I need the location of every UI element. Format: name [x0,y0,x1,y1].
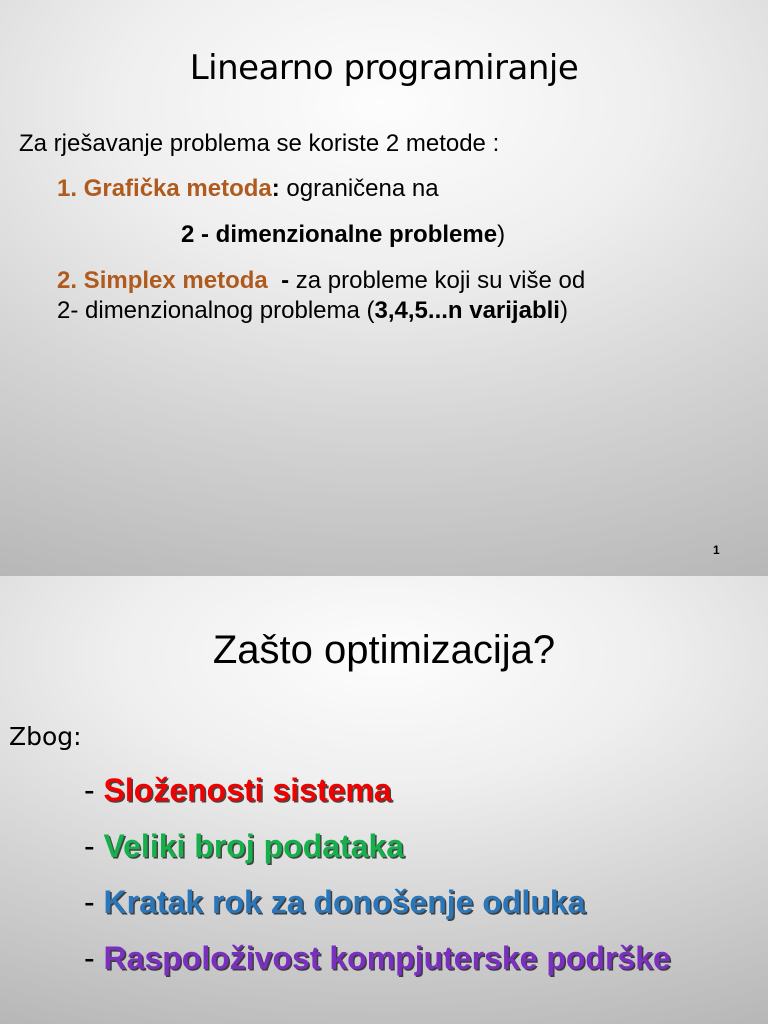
method-1-continuation [181,221,505,249]
bullet-item [84,828,404,865]
method-2-continuation [57,297,568,325]
slide-2-title: Zašto optimizacija? [212,628,556,672]
bullet-item [84,884,585,921]
method-2-separator: - [267,267,290,294]
bullet-dash: - [84,884,104,920]
intro-text: Za rješavanje problema se koriste 2 metode : [19,130,500,157]
method-2-cont-bold: 3,4,5...n varijabli [374,297,560,324]
method-2-cont-close: ) [559,297,568,324]
method-1-line [57,175,439,203]
method-2-label: 2. Simplex metoda [57,267,268,294]
lead-text: Zbog: [9,722,82,751]
slide-2 [0,576,768,1024]
page-number: 1 [713,543,720,557]
bullet-text: Raspoloživost kompjuterske podrške [103,940,671,976]
method-1-label: 1. Grafička metoda [57,175,272,202]
method-1-cont-bold: 2 - dimenzionalne probleme [181,221,498,248]
bullet-dash: - [84,940,104,976]
slide-1-title: Linearno programiranje [189,48,579,88]
bullet-text: Složenosti sistema [103,772,392,808]
method-1-cont-close: ) [497,221,506,248]
method-2-line [57,267,585,295]
method-2-desc: za probleme koji su više od [289,267,586,294]
bullet-text: Kratak rok za donošenje odluka [103,884,586,920]
method-2-cont-prefix: 2- dimenzionalnog problema ( [57,297,375,324]
method-1-separator: : [271,175,280,202]
bullet-item [84,772,392,809]
bullet-item [84,940,671,977]
bullet-dash: - [84,772,104,808]
bullet-text: Veliki broj podataka [103,828,405,864]
bullet-dash: - [84,828,104,864]
method-1-desc: ograničena na [279,175,439,202]
